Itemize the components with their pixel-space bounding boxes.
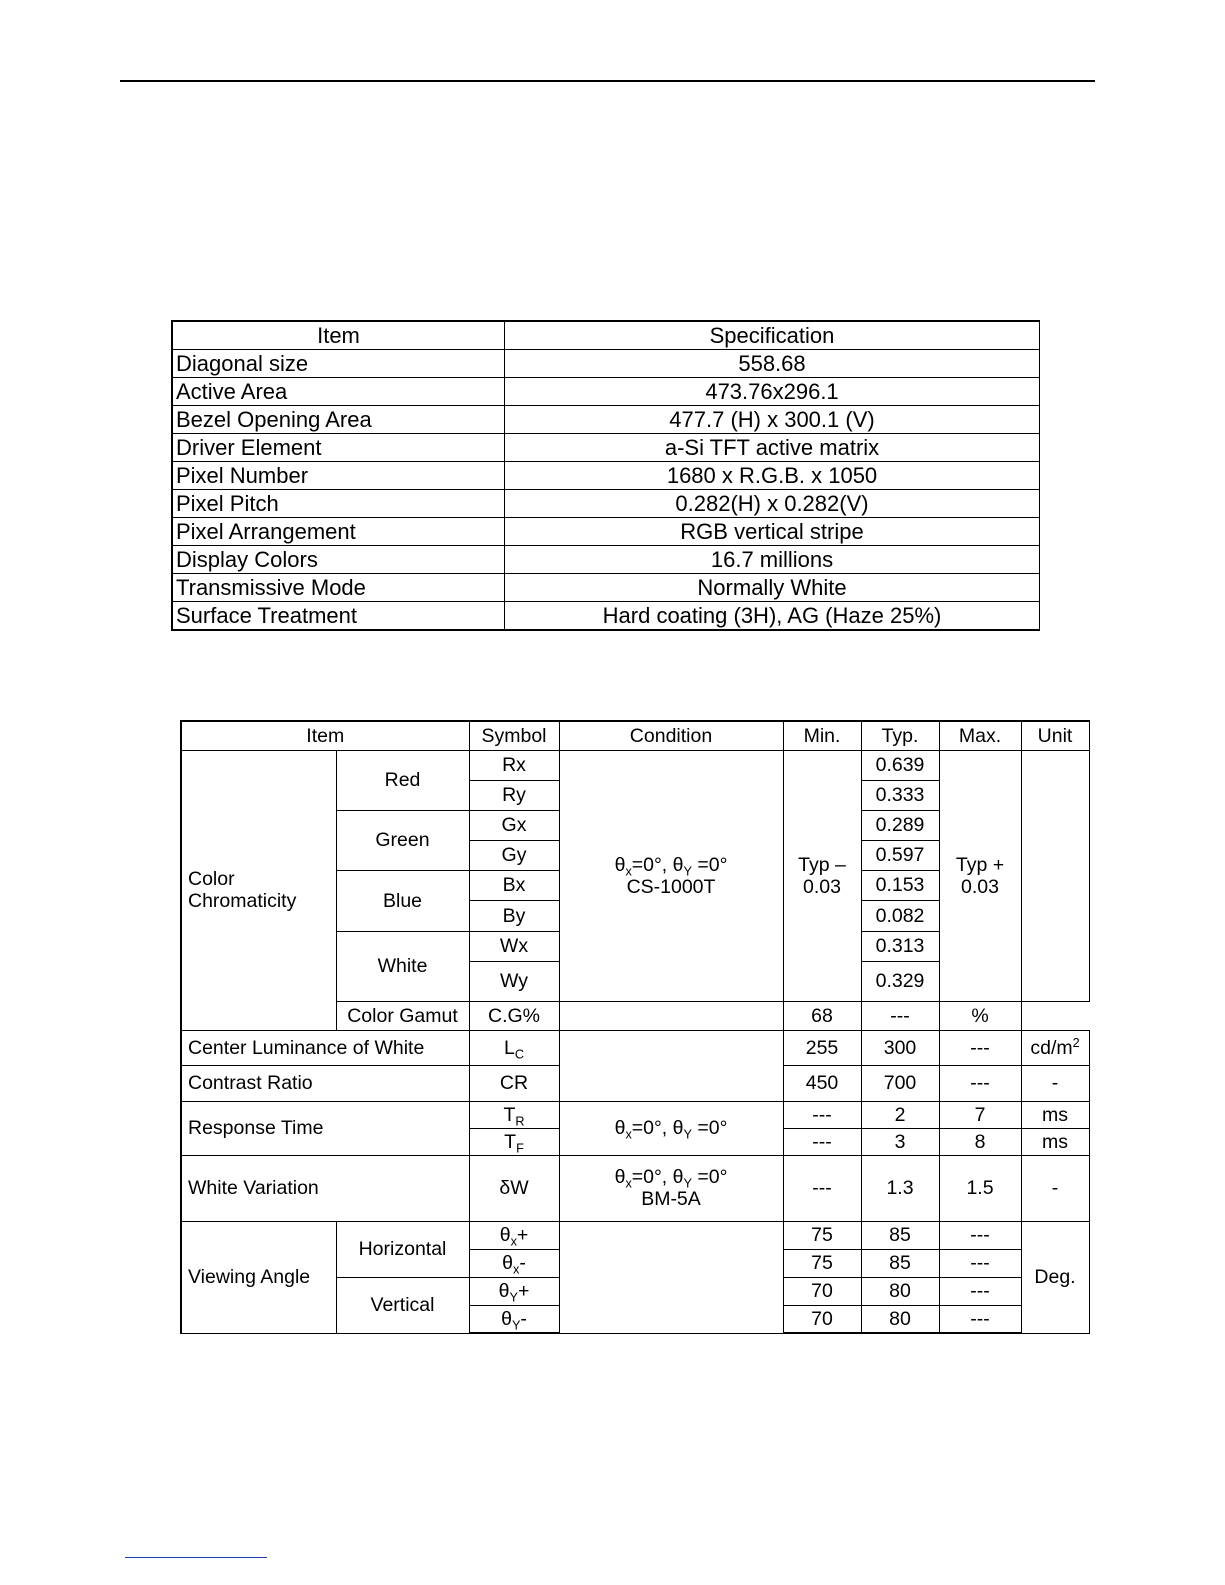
viewing-angle-condition (559, 1221, 783, 1333)
luminance-min: 255 (783, 1030, 861, 1065)
symbol-theta-y-plus: $\theta_Y+$ (469, 1277, 559, 1305)
va-max-1: --- (939, 1249, 1021, 1277)
typ-gx: 0.289 (861, 810, 939, 840)
response-tr-unit: ms (1021, 1101, 1089, 1128)
chromaticity-unit (1021, 750, 1089, 1001)
spec-item: Pixel Number (172, 462, 505, 490)
chromaticity-max: Typ + 0.03 (939, 750, 1021, 1001)
header-typ: Typ. (861, 721, 939, 750)
viewing-angle-row (181, 1221, 1089, 1249)
header-min: Min. (783, 721, 861, 750)
table-row (172, 490, 1040, 518)
luminance-symbol: $L_C$ (469, 1030, 559, 1065)
contrast-symbol: CR (469, 1065, 559, 1101)
symbol-rx: Rx (469, 750, 559, 780)
response-tr-min: --- (783, 1101, 861, 1128)
color-gamut-label: Color Gamut (336, 1001, 469, 1030)
viewing-angle-label: Viewing Angle (181, 1221, 336, 1333)
table-row (172, 546, 1040, 574)
white-variation-unit: - (1021, 1155, 1089, 1221)
green-label: Green (336, 810, 469, 870)
va-typ-0: 85 (861, 1221, 939, 1249)
gamut-max: --- (861, 1001, 939, 1030)
typ-bx: 0.153 (861, 870, 939, 900)
white-variation-max: 1.5 (939, 1155, 1021, 1221)
gamut-unit: % (939, 1001, 1021, 1030)
spec-value: RGB vertical stripe (505, 518, 1040, 546)
response-tr-row (181, 1101, 1089, 1128)
response-tr-typ: 2 (861, 1101, 939, 1128)
white-label: White (336, 931, 469, 1001)
spec-value: 477.7 (H) x 300.1 (V) (505, 406, 1040, 434)
typ-gy: 0.597 (861, 840, 939, 870)
va-min-3: 70 (783, 1305, 861, 1333)
contrast-unit: - (1021, 1065, 1089, 1101)
spec-item: Pixel Arrangement (172, 518, 505, 546)
color-chromaticity-label: Color Chromaticity (181, 750, 336, 1030)
table-row (172, 378, 1040, 406)
white-variation-condition: $\theta_x=0^\circ$, $\theta_Y =0^\circ$ BM-5A (559, 1155, 783, 1221)
header-symbol: Symbol (469, 721, 559, 750)
spec-value: 1680 x R.G.B. x 1050 (505, 462, 1040, 490)
header-specification: Specification (505, 321, 1040, 350)
spec-item: Diagonal size (172, 350, 505, 378)
blue-label: Blue (336, 870, 469, 931)
spec-item: Pixel Pitch (172, 490, 505, 518)
luminance-label: Center Luminance of White (181, 1030, 469, 1065)
spec-item: Bezel Opening Area (172, 406, 505, 434)
spec-value: Normally White (505, 574, 1040, 602)
spec-value: 558.68 (505, 350, 1040, 378)
typ-wy: 0.329 (861, 961, 939, 1001)
table-row (172, 350, 1040, 378)
table-header-row (181, 721, 1089, 750)
spec-value: 16.7 millions (505, 546, 1040, 574)
va-max-2: --- (939, 1277, 1021, 1305)
luminance-unit: $cd/m^2$ (1021, 1030, 1089, 1065)
response-time-label: Response Time (181, 1101, 469, 1155)
table-row (172, 518, 1040, 546)
table-row (172, 602, 1040, 631)
header-condition: Condition (559, 721, 783, 750)
horizontal-label: Horizontal (336, 1221, 469, 1277)
symbol-theta-x-minus: $\theta_x-$ (469, 1249, 559, 1277)
spec-item: Transmissive Mode (172, 574, 505, 602)
contrast-label: Contrast Ratio (181, 1065, 469, 1101)
contrast-typ: 700 (861, 1065, 939, 1101)
response-tf-typ: 3 (861, 1128, 939, 1155)
contrast-max: --- (939, 1065, 1021, 1101)
typ-by: 0.082 (861, 900, 939, 931)
symbol-ry: Ry (469, 780, 559, 810)
chromaticity-condition: $\theta_x=0^\circ$, $\theta_Y =0^\circ$ CS-1000T (559, 750, 783, 1001)
symbol-gy: Gy (469, 840, 559, 870)
header-item: Item (172, 321, 505, 350)
response-tr-symbol: $T_R$ (469, 1101, 559, 1128)
white-variation-symbol: δW (469, 1155, 559, 1221)
va-min-0: 75 (783, 1221, 861, 1249)
va-max-3: --- (939, 1305, 1021, 1333)
header-item: Item (181, 721, 469, 750)
spec-value: 0.282(H) x 0.282(V) (505, 490, 1040, 518)
va-max-0: --- (939, 1221, 1021, 1249)
gamut-min (559, 1001, 783, 1030)
symbol-wy: Wy (469, 961, 559, 1001)
symbol-wx: Wx (469, 931, 559, 961)
typ-wx: 0.313 (861, 931, 939, 961)
white-variation-row (181, 1155, 1089, 1221)
contrast-min: 450 (783, 1065, 861, 1101)
optical-characteristics-table (180, 720, 1090, 1334)
response-tf-min: --- (783, 1128, 861, 1155)
header-max: Max. (939, 721, 1021, 750)
response-tr-max: 7 (939, 1101, 1021, 1128)
response-tf-max: 8 (939, 1128, 1021, 1155)
symbol-bx: Bx (469, 870, 559, 900)
response-tf-unit: ms (1021, 1128, 1089, 1155)
spec-item: Driver Element (172, 434, 505, 462)
luminance-row (181, 1030, 1089, 1065)
white-variation-min: --- (783, 1155, 861, 1221)
vertical-label: Vertical (336, 1277, 469, 1333)
general-specification-table (171, 320, 1040, 631)
symbol-theta-y-minus: $\theta_Y-$ (469, 1305, 559, 1333)
va-min-1: 75 (783, 1249, 861, 1277)
symbol-by: By (469, 900, 559, 931)
header-rule (120, 80, 1095, 82)
spec-item: Active Area (172, 378, 505, 406)
spec-item: Display Colors (172, 546, 505, 574)
luminance-max: --- (939, 1030, 1021, 1065)
table-row (172, 462, 1040, 490)
spec-value: Hard coating (3H), AG (Haze 25%) (505, 602, 1040, 631)
symbol-gx: Gx (469, 810, 559, 840)
spec-item: Surface Treatment (172, 602, 505, 631)
luminance-typ: 300 (861, 1030, 939, 1065)
footer-link-underline[interactable] (125, 1557, 267, 1558)
table-row (172, 574, 1040, 602)
chromaticity-min: Typ – 0.03 (783, 750, 861, 1001)
va-typ-2: 80 (861, 1277, 939, 1305)
response-condition: $\theta_x=0^\circ$, $\theta_Y =0^\circ$ (559, 1101, 783, 1155)
gamut-typ: 68 (783, 1001, 861, 1030)
va-min-2: 70 (783, 1277, 861, 1305)
header-unit: Unit (1021, 721, 1089, 750)
table-row (172, 406, 1040, 434)
white-variation-label: White Variation (181, 1155, 469, 1221)
response-tf-symbol: $T_F$ (469, 1128, 559, 1155)
va-typ-3: 80 (861, 1305, 939, 1333)
va-typ-1: 85 (861, 1249, 939, 1277)
luminance-contrast-condition (559, 1030, 783, 1101)
table-row (172, 434, 1040, 462)
red-label: Red (336, 750, 469, 810)
spec-value: 473.76x296.1 (505, 378, 1040, 406)
white-variation-typ: 1.3 (861, 1155, 939, 1221)
typ-ry: 0.333 (861, 780, 939, 810)
viewing-angle-unit: Deg. (1021, 1221, 1089, 1333)
typ-rx: 0.639 (861, 750, 939, 780)
symbol-cg: C.G% (469, 1001, 559, 1030)
symbol-theta-x-plus: $\theta_x+$ (469, 1221, 559, 1249)
table-header-row (172, 321, 1040, 350)
spec-value: a-Si TFT active matrix (505, 434, 1040, 462)
